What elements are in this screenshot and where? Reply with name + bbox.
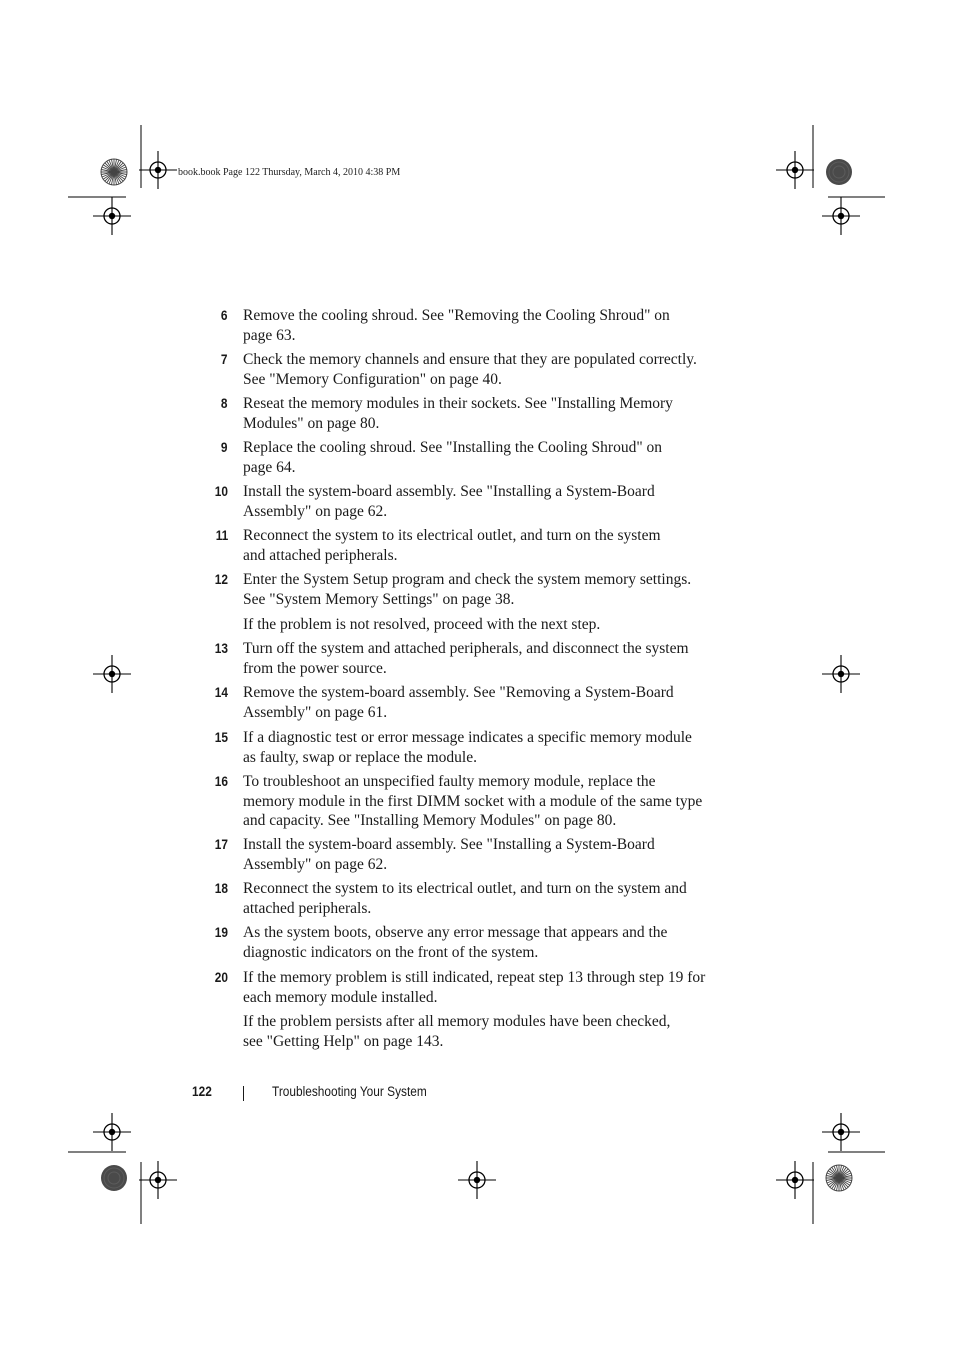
note-line: If the problem persists after all memory modules have been checked, (243, 1013, 671, 1030)
step-number: 15 (214, 730, 228, 745)
step-line: Assembly" on page 61. (243, 703, 388, 721)
step-line: Modules" on page 80. (243, 414, 380, 432)
step-line: Replace the cooling shroud. See "Installing the Cooling Shroud" on (243, 439, 663, 456)
step-note (243, 1012, 723, 1051)
step-text (243, 482, 723, 521)
step-line: Assembly" on page 62. (243, 502, 388, 520)
step-line: page 63. (243, 326, 296, 344)
step-number: 6 (221, 308, 228, 323)
step-line: Reseat the memory modules in their sockets. See "Installing Memory (243, 395, 673, 412)
step-line: If a diagnostic test or error message indicates a specific memory module (243, 729, 692, 746)
step-text (243, 526, 723, 565)
step-line: If the memory problem is still indicated, repeat step 13 through step 19 for (243, 969, 706, 986)
step-text (243, 683, 723, 722)
step-number: 12 (214, 572, 228, 587)
step-line: and attached peripherals. (243, 546, 398, 564)
step-number: 10 (214, 484, 228, 499)
step-number: 20 (214, 970, 228, 985)
step-text (243, 438, 723, 477)
step-text (243, 835, 723, 874)
step-line: Turn off the system and attached peripherals, and disconnect the system (243, 640, 689, 657)
step-line: See "Memory Configuration" on page 40. (243, 370, 502, 388)
section-title: Troubleshooting Your System (272, 1084, 427, 1099)
step-number: 14 (214, 685, 228, 700)
step-text (243, 306, 723, 345)
step-text (243, 350, 723, 389)
step-text (243, 772, 723, 831)
step-number: 7 (221, 352, 228, 367)
step-line: Remove the cooling shroud. See "Removing the Cooling Shroud" on (243, 307, 670, 324)
step-line: Remove the system-board assembly. See "Removing a System-Board (243, 684, 674, 701)
step-line: Reconnect the system to its electrical outlet, and turn on the system and (243, 880, 687, 897)
step-number: 19 (214, 925, 228, 940)
step-text (243, 923, 723, 962)
step-line: Assembly" on page 62. (243, 855, 388, 873)
step-line: See "System Memory Settings" on page 38. (243, 590, 515, 608)
step-line: To troubleshoot an unspecified faulty memory module, replace the (243, 773, 656, 790)
step-line: Check the memory channels and ensure that they are populated correctly. (243, 351, 697, 368)
step-line: each memory module installed. (243, 988, 438, 1006)
footer-divider (243, 1086, 244, 1101)
page-number: 122 (192, 1084, 212, 1099)
step-line: Install the system-board assembly. See "Installing a System-Board (243, 836, 655, 853)
step-text (243, 394, 723, 433)
step-text (243, 639, 723, 678)
step-note (243, 615, 723, 635)
step-text (243, 879, 723, 918)
step-text (243, 728, 723, 767)
note-line: see "Getting Help" on page 143. (243, 1032, 444, 1050)
step-text (243, 968, 723, 1007)
step-number: 18 (214, 881, 228, 896)
step-line: and capacity. See "Installing Memory Modules" on page 80. (243, 812, 617, 829)
step-number: 11 (215, 528, 228, 543)
step-line: diagnostic indicators on the front of the system. (243, 943, 539, 961)
note-line: If the problem is not resolved, proceed with the next step. (243, 616, 601, 633)
step-number: 9 (221, 440, 228, 455)
step-number: 13 (214, 641, 228, 656)
step-line: Install the system-board assembly. See "Installing a System-Board (243, 483, 655, 500)
step-line: Reconnect the system to its electrical outlet, and turn on the system (243, 527, 661, 544)
step-line: as faulty, swap or replace the module. (243, 748, 477, 766)
step-line: Enter the System Setup program and check the system memory settings. (243, 571, 692, 588)
step-line: from the power source. (243, 659, 387, 677)
step-number: 17 (214, 837, 228, 852)
step-number: 8 (221, 396, 228, 411)
step-number: 16 (214, 774, 228, 789)
step-text (243, 570, 723, 609)
step-line: attached peripherals. (243, 899, 372, 917)
step-line: As the system boots, observe any error message that appears and the (243, 924, 668, 941)
print-slug: book.book Page 122 Thursday, March 4, 2010 4:38 PM (178, 167, 401, 178)
step-line: memory module in the first DIMM socket with a module of the same type (243, 792, 703, 810)
step-line: page 64. (243, 458, 296, 476)
